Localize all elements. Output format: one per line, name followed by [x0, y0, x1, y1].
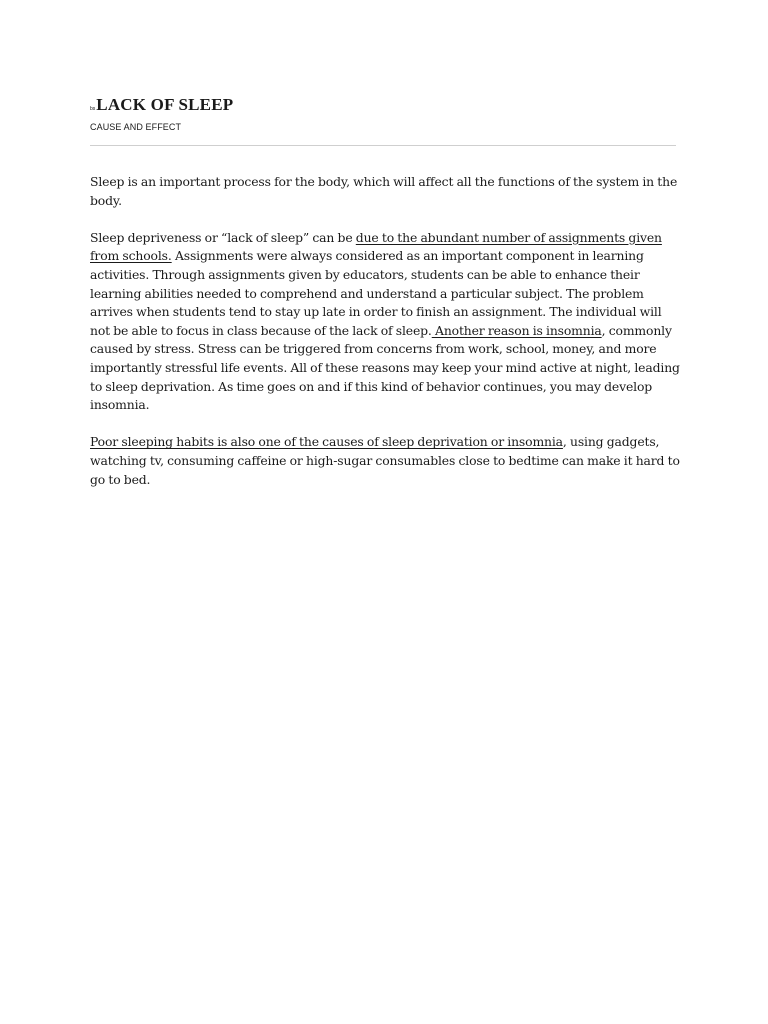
- title-prefix: bs: [90, 106, 96, 112]
- paragraph-intro: Sleep is an important process for the body, which will affect all the functions of the system in the body.: [90, 174, 678, 208]
- header-divider: [90, 145, 676, 146]
- paragraph-text: Sleep depriveness or “lack of sleep” can be: [90, 229, 356, 245]
- document-title: LACK OF SLEEP: [96, 95, 234, 114]
- paragraph-text: Assignments were always considered as an important component in learning activities. Through assignments given by educators, students can be able to enhance their learning abilities needed to comprehend and understand a particular subject. The problem arrives when students tend to stay up late in order to finish an assignment. The individual will not be able to focus in class because of the lack of sleep.: [90, 248, 662, 338]
- document-body: [90, 173, 680, 489]
- paragraph-text: , using gadgets, watching tv, consuming caffeine or high-sugar consumables close to bedtime can make it hard to go to bed.: [90, 434, 680, 487]
- underlined-cause-assignments: due to the abundant number of assignments given from schools.: [90, 229, 662, 264]
- paragraph-habits: [90, 433, 680, 489]
- paragraph-causes: [90, 229, 680, 415]
- document-page: [90, 96, 680, 508]
- paragraph-text: , commonly caused by stress. Stress can be triggered from concerns from work, school, money, and more importantly stressful life events. All of these reasons may keep your mind active at night, leading to sleep deprivation. As time goes on and if this kind of behavior continues, you may develop insomnia.: [90, 322, 680, 413]
- underlined-cause-insomnia: Another reason is insomnia: [431, 322, 602, 338]
- document-subtitle: CAUSE AND EFFECT: [90, 122, 182, 132]
- underlined-cause-habits: Poor sleeping habits is also one of the causes of sleep deprivation or insomnia: [90, 434, 563, 450]
- title-row: [90, 96, 680, 113]
